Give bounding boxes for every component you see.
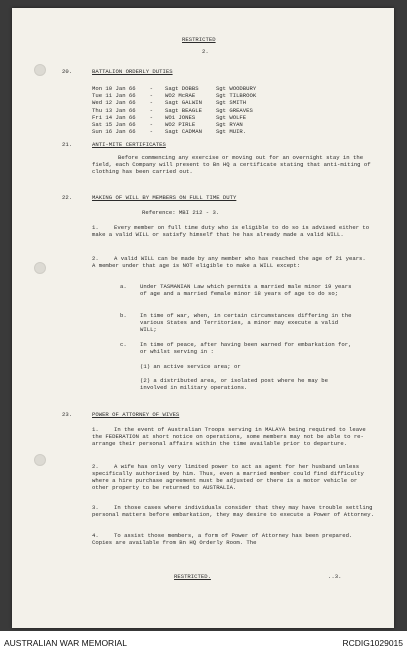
roster-cell-b: Sgt TILBROOK xyxy=(215,92,257,100)
table-row xyxy=(92,121,260,128)
table-row xyxy=(92,85,260,92)
roster-cell-date: Fri 14 Jan 66 xyxy=(92,113,136,121)
page-number: 2. xyxy=(202,48,209,55)
para-22-2-number: 2. xyxy=(92,255,99,262)
roster-cell-dash: - xyxy=(149,113,153,121)
roster-cell-a: Sagt GALWIN xyxy=(165,99,202,107)
roster-cell-date: Wed 12 Jan 66 xyxy=(92,99,136,107)
section-21-body: Before commencing any exercise or moving out for an overnight stay in the field, each Company will present to Bn HQ a certificate stating that anti-miting of clothing has been carried out. xyxy=(92,154,371,175)
table-row xyxy=(92,107,260,114)
para-23-1: In the event of Australian Troops serving in MALAYA being required to leave the FEDERATION at short notice on operations, some members may not be able to re-arrange their personal affairs within the time available prior to departure. xyxy=(92,426,366,447)
roster-cell-dash: - xyxy=(149,106,153,114)
sub-c: In time of peace, after having been warned for embarkation for, or whilst serving in : xyxy=(140,341,352,355)
roster-cell-dash: - xyxy=(149,128,153,136)
roster-cell-b: Sgt WOODBURY xyxy=(215,85,257,92)
table-row xyxy=(92,128,260,135)
roster-cell-date: Tue 11 Jan 66 xyxy=(92,92,136,100)
punch-hole xyxy=(34,454,46,466)
sub-c-1: (1) an active service area; or xyxy=(140,363,241,370)
roster-cell-date: Mon 10 Jan 66 xyxy=(92,85,136,92)
section-22-number: 22. xyxy=(62,194,73,201)
para-23-3-number: 3. xyxy=(92,504,99,511)
punch-hole xyxy=(34,64,46,76)
para-23-3: In those cases where individuals consider that they may have trouble settling personal matters before embarkation, they may desire to execute a Power of Attorney. xyxy=(92,504,374,518)
sub-a: Under TASMANIAN Law which permits a married male minor 19 years of age and a married female minor 18 years of age to do so; xyxy=(140,283,352,297)
para-23-4-number: 4. xyxy=(92,532,99,539)
table-row xyxy=(92,92,260,99)
section-21-title: ANTI-MITE CERTIFICATES xyxy=(92,141,166,148)
next-page-marker: ..3. xyxy=(328,573,342,580)
roster-cell-dash: - xyxy=(149,121,153,129)
roster-cell-dash: - xyxy=(149,99,153,107)
classification-header: RESTRICTED xyxy=(182,36,216,43)
archive-name: AUSTRALIAN WAR MEMORIAL xyxy=(4,638,127,648)
para-23-2: A wife has only very limited power to act as agent for her husband unless specifically authorised by him. Thus, even a married member could find difficulty where a hire purchase agreement must be adjusted or there is a motor vehicle or other property to be returned to AUSTRALIA. xyxy=(92,463,364,491)
document-page xyxy=(12,8,394,628)
roster-cell-b: Sgt SMITH xyxy=(215,99,247,107)
para-22-1: Every member on full time duty who is eligible to do so is advised either to make a valid WILL or satisfy himself that he has already made a valid WILL. xyxy=(92,224,370,238)
roster-cell-date: Sun 16 Jan 66 xyxy=(92,128,136,136)
sub-b: In time of war, when, in certain circumstances differing in the various States and Territories, a minor may execute a valid WILL; xyxy=(140,312,352,333)
para-22-1-number: 1. xyxy=(92,224,99,231)
roster-cell-a: Sagt CADMAN xyxy=(165,128,202,136)
roster-cell-dash: - xyxy=(149,92,153,100)
section-23-title: POWER OF ATTORNEY OF WIVES xyxy=(92,411,180,418)
archive-id: RCDIG1029015 xyxy=(342,638,403,648)
roster-cell-a: Sagt DOBBS xyxy=(165,85,199,92)
roster-cell-a: WO1 JONES xyxy=(165,113,196,121)
section-22-title: MAKING OF WILL BY MEMBERS ON FULL TIME DUTY xyxy=(92,194,237,201)
sub-a-number: a. xyxy=(120,283,127,290)
sub-c-number: c. xyxy=(120,341,127,348)
classification-footer: RESTRICTED. xyxy=(174,573,211,580)
punch-hole xyxy=(34,262,46,274)
para-22-2: A valid WILL can be made by any member who has reached the age of 21 years. A member under that age is NOT eligible to make a WILL except: xyxy=(92,255,366,269)
section-22-reference: Reference: MBI 212 - 3. xyxy=(142,209,220,216)
roster-cell-a: WO2 PIRLE xyxy=(165,121,196,129)
roster-cell-b: Sgt GREAVES xyxy=(215,106,253,114)
roster-cell-b: Sgt WOLFE xyxy=(215,113,247,121)
section-23-number: 23. xyxy=(62,411,73,418)
duty-roster-table xyxy=(92,85,260,135)
roster-cell-date: Sat 15 Jan 66 xyxy=(92,121,136,129)
table-row xyxy=(92,99,260,106)
section-20-title: BATTALION ORDERLY DUTIES xyxy=(92,68,173,75)
sub-b-number: b. xyxy=(120,312,127,319)
roster-cell-dash: - xyxy=(149,85,153,92)
roster-cell-date: Thu 13 Jan 66 xyxy=(92,106,136,114)
sub-c-2: (2) a distributed area, or isolated post where he may be involved in military operations. xyxy=(140,377,328,391)
table-row xyxy=(92,114,260,121)
section-21-number: 21. xyxy=(62,141,73,148)
para-23-4: To assist those members, a form of Power of Attorney has been prepared. Copies are available from Bn HQ Orderly Room. The xyxy=(92,532,353,546)
para-23-2-number: 2. xyxy=(92,463,99,470)
section-20-number: 20. xyxy=(62,68,73,75)
roster-cell-a: Sagt BEAGLE xyxy=(165,106,202,114)
archive-footer xyxy=(0,631,407,654)
para-23-1-number: 1. xyxy=(92,426,99,433)
roster-cell-b: Sgt RYAN xyxy=(215,121,243,129)
roster-cell-b: Sgt MUIR. xyxy=(215,128,247,136)
roster-cell-a: WO2 McRAE xyxy=(165,92,196,100)
